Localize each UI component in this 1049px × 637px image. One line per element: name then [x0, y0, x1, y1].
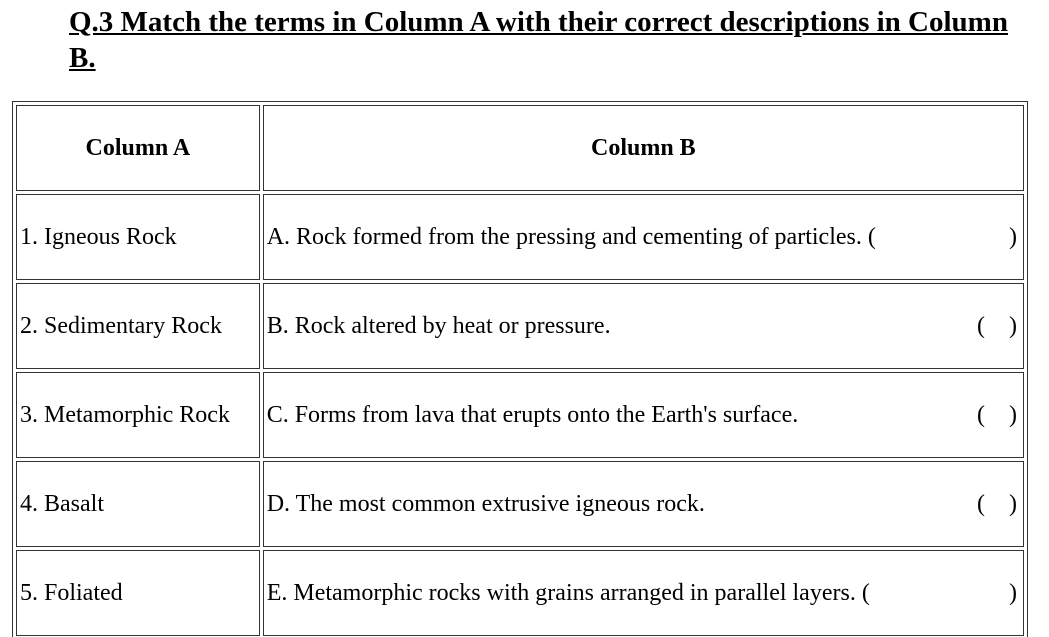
table-row [16, 550, 1024, 636]
description-text: C. Forms from lava that erupts onto the Earth's surface. [266, 401, 799, 428]
table-row [16, 194, 1024, 280]
answer-blank[interactable]: ) [985, 223, 1017, 250]
answer-blank[interactable]: ( ) [977, 401, 1017, 428]
table-row [16, 461, 1024, 547]
description-cell [263, 194, 1024, 280]
table-header-row [16, 105, 1024, 191]
term-cell: 3. Metamorphic Rock [16, 372, 260, 458]
description-cell [263, 550, 1024, 636]
description-text: A. Rock formed from the pressing and cementing of particles. ( [266, 223, 876, 250]
description-cell [263, 372, 1024, 458]
term-cell: 5. Foliated [16, 550, 260, 636]
term-cell: 4. Basalt [16, 461, 260, 547]
description-cell [263, 283, 1024, 369]
description-cell [263, 461, 1024, 547]
column-a-header: Column A [16, 105, 260, 191]
table-row [16, 283, 1024, 369]
answer-blank[interactable]: ( ) [977, 490, 1017, 517]
term-cell: 1. Igneous Rock [16, 194, 260, 280]
term-cell: 2. Sedimentary Rock [16, 283, 260, 369]
description-text: B. Rock altered by heat or pressure. [266, 312, 611, 339]
description-text: D. The most common extrusive igneous rock. [266, 490, 705, 517]
matching-table [12, 101, 1028, 637]
table-row [16, 372, 1024, 458]
answer-blank[interactable]: ) [985, 579, 1017, 606]
description-text: E. Metamorphic rocks with grains arranged in parallel layers. ( [266, 579, 870, 606]
question-title: Q.3 Match the terms in Column A with their correct descriptions in Column B. [69, 6, 1008, 74]
answer-blank[interactable]: ( ) [977, 312, 1017, 339]
column-b-header: Column B [263, 105, 1024, 191]
